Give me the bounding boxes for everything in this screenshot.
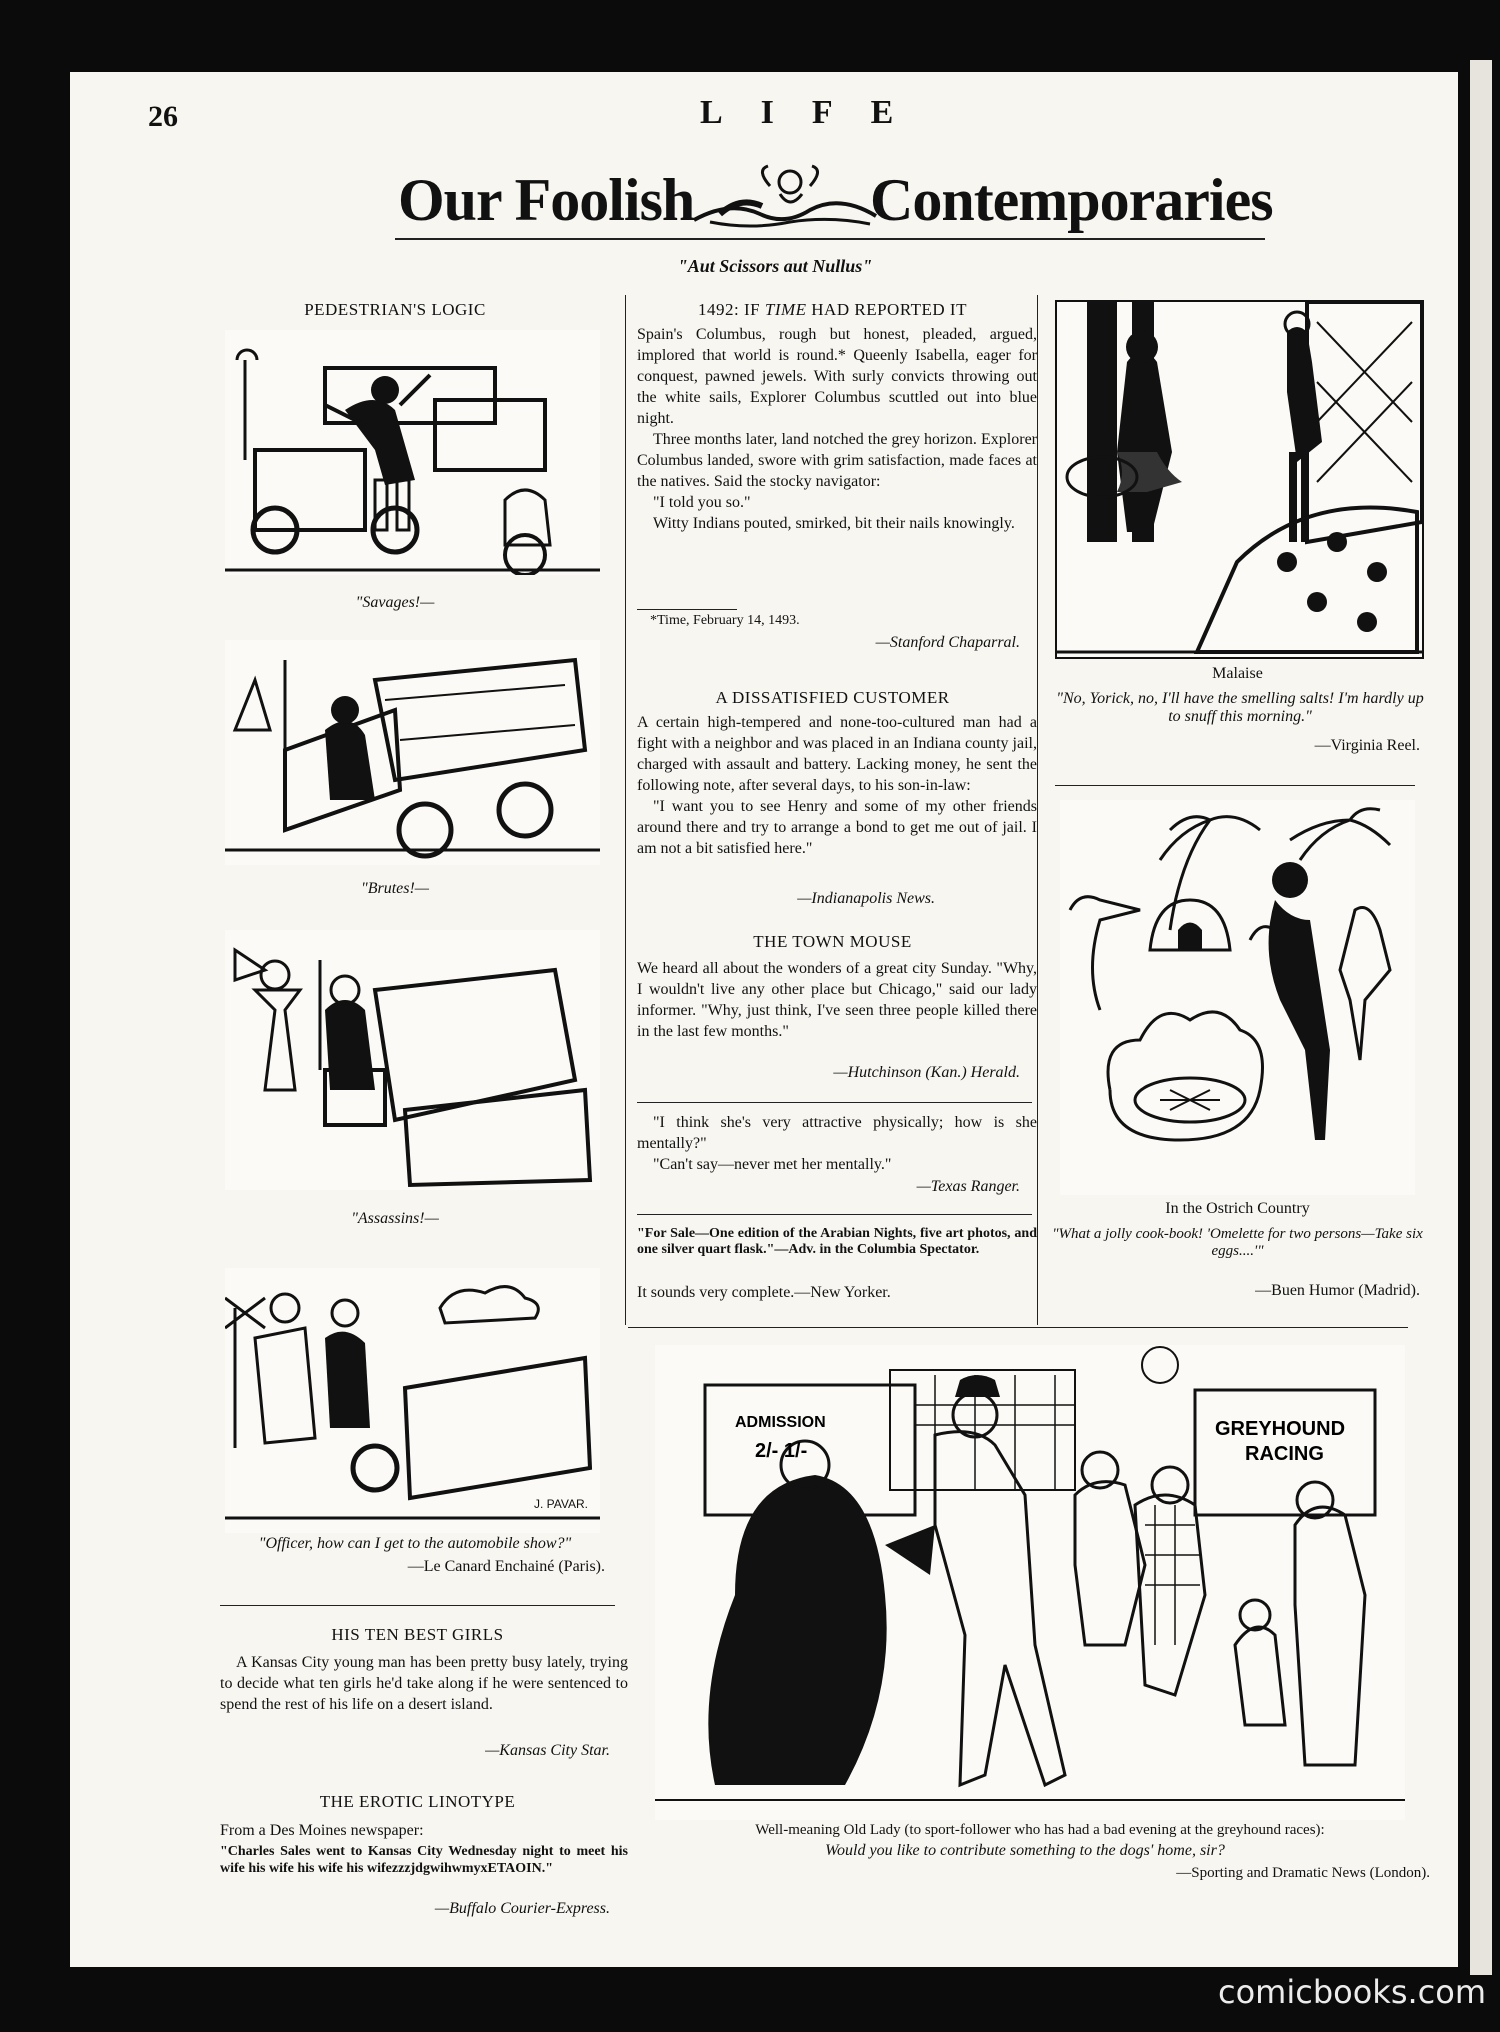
magazine-title: LIFE xyxy=(700,94,932,131)
middle-rule-2 xyxy=(637,1214,1032,1215)
erotic-title: THE EROTIC LINOTYPE xyxy=(319,1792,516,1811)
ten-best-body xyxy=(220,1652,628,1715)
motto: "Aut Scissors aut Nullus" xyxy=(677,256,873,276)
ostrich-cartoon xyxy=(1060,800,1415,1195)
footnote-rule xyxy=(637,609,737,610)
left-rule-1 xyxy=(220,1605,615,1606)
ten-best-paragraph: A Kansas City young man has been pretty busy lately, trying to decide what ten girls he'd take along if he were sentenced to spend the rest of his life on a desert island. xyxy=(220,1654,628,1713)
sign-racing: RACING xyxy=(1245,1443,1324,1465)
sign-admission: ADMISSION xyxy=(735,1414,826,1431)
masthead xyxy=(390,160,1273,240)
ten-best-credit: —Kansas City Star. xyxy=(485,1742,610,1759)
think-paragraph-2: "Can't say—never met her mentally." xyxy=(653,1156,892,1173)
sale-comment: It sounds very complete.—New Yorker. xyxy=(637,1284,891,1301)
customer-paragraph-2: "I want you to see Henry and some of my other friends around there and try to arrange a bond to get me out of jail. I am not a bit satisfied here." xyxy=(637,798,1037,857)
pedestrian-logic-title: PEDESTRIAN'S LOGIC xyxy=(304,300,486,319)
erotic-quote: "Charles Sales went to Kansas City Wednesday night to meet his wife his wife his wife his wifezzzjdgwihwmyxETAOIN." xyxy=(220,1844,628,1876)
mouse-paragraph: We heard all about the wonders of a great city Sunday. "Why, I wouldn't live any other place but Chicago," said our lady informer. "Why, just think, I've seen three people killed there in the last few months." xyxy=(637,960,1037,1040)
pedestrian-panel-1 xyxy=(225,330,600,575)
time-paragraph-3: "I told you so." xyxy=(653,494,751,511)
sign-greyhound: GREYHOUND xyxy=(1215,1418,1346,1440)
panel-2-caption: "Brutes!— xyxy=(360,880,430,897)
sale-quote: "For Sale—One edition of the Arabian Nights, five art photos, and one silver quart flask."—Adv. in the Columbia Spectator. xyxy=(637,1226,1037,1257)
greyhound-caption-quote: Would you like to contribute something to the dogs' home, sir? xyxy=(825,1842,1225,1859)
time-title-italic: TIME xyxy=(764,300,807,319)
customer-paragraph-1: A certain high-tempered and none-too-cultured man had a fight with a neighbor and was placed in an Indiana county jail, charged with assault and battery. Lacking money, he sent the following note, after several days, to his son-in-law: xyxy=(637,714,1037,794)
greyhound-caption-lead: Well-meaning Old Lady (to sport-follower who has had a bad evening at the greyhound races): xyxy=(755,1822,1325,1838)
think-credit: —Texas Ranger. xyxy=(916,1178,1020,1195)
panel-4-credit: —Le Canard Enchainé (Paris). xyxy=(407,1558,605,1575)
malaise-credit: —Virginia Reel. xyxy=(1314,737,1420,754)
customer-title: A DISSATISFIED CUSTOMER xyxy=(715,688,950,707)
cupid-emblem-icon xyxy=(690,160,880,232)
sign-price: 2/- 1/- xyxy=(755,1440,808,1462)
mouse-title: THE TOWN MOUSE xyxy=(753,932,912,951)
time-title-suffix: HAD REPORTED IT xyxy=(806,300,967,319)
time-title-prefix: 1492: IF xyxy=(698,300,765,319)
malaise-caption: "No, Yorick, no, I'll have the smelling salts! I'm hardly up to snuff this morning." xyxy=(1056,690,1424,725)
panel-1-caption: "Savages!— xyxy=(355,594,435,611)
mouse-article xyxy=(637,958,1037,1042)
time-credit: —Stanford Chaparral. xyxy=(875,634,1020,651)
bottom-cartoon-top-rule xyxy=(628,1327,1408,1328)
pedestrian-panel-2 xyxy=(225,640,600,865)
panel-4-caption: "Officer, how can I get to the automobile show?" xyxy=(258,1535,572,1552)
think-paragraph-1: "I think she's very attractive physically; how is she mentally?" xyxy=(637,1114,1037,1152)
masthead-right: Contemporaries xyxy=(870,167,1273,233)
pedestrian-panel-3 xyxy=(225,930,600,1190)
masthead-rule xyxy=(395,238,1265,240)
ostrich-credit: —Buen Humor (Madrid). xyxy=(1255,1282,1420,1299)
column-divider-right xyxy=(1037,295,1038,1325)
malaise-cartoon xyxy=(1055,300,1424,659)
think-article xyxy=(637,1112,1037,1175)
erotic-credit: —Buffalo Courier-Express. xyxy=(434,1900,610,1917)
time-paragraph-2: Three months later, land notched the grey horizon. Explorer Columbus landed, swore with grim satisfaction, made faces at the natives. Said the stocky navigator: xyxy=(637,431,1037,490)
mouse-credit: —Hutchinson (Kan.) Herald. xyxy=(833,1064,1020,1081)
time-article xyxy=(637,324,1037,534)
right-rule-1 xyxy=(1055,785,1415,786)
column-divider-left xyxy=(625,295,626,1325)
ostrich-caption: "What a jolly cook-book! 'Omelette for two persons—Take six eggs....'" xyxy=(1052,1226,1423,1259)
pedestrian-panel-4 xyxy=(225,1268,600,1533)
erotic-intro: From a Des Moines newspaper: xyxy=(220,1822,424,1839)
ostrich-title: In the Ostrich Country xyxy=(1165,1200,1310,1217)
panel-3-caption: "Assassins!— xyxy=(351,1210,439,1227)
malaise-title: Malaise xyxy=(1212,665,1263,682)
greyhound-cartoon xyxy=(655,1345,1405,1820)
middle-rule-1 xyxy=(637,1102,1032,1103)
watermark: comicbooks.com xyxy=(1218,1973,1487,2011)
customer-credit: —Indianapolis News. xyxy=(797,890,935,907)
time-paragraph-1: Spain's Columbus, rough but honest, pleaded, argued, implored that world is round.* Queenly Isabella, eager for conquest, pawned jewels. With surly convicts throwing out the white sails, Explorer Columbus scuttled out into blue night. xyxy=(637,326,1037,427)
greyhound-credit: —Sporting and Dramatic News (London). xyxy=(1176,1865,1430,1881)
panel-4-signature: J. PAVAR. xyxy=(533,1497,588,1511)
ten-best-title: HIS TEN BEST GIRLS xyxy=(331,1625,504,1644)
page-number: 26 xyxy=(148,100,178,133)
time-paragraph-4: Witty Indians pouted, smirked, bit their nails knowingly. xyxy=(653,515,1015,532)
time-footnote: *Time, February 14, 1493. xyxy=(650,613,800,628)
masthead-left: Our Foolish xyxy=(398,167,695,233)
time-title xyxy=(640,300,1025,320)
customer-article xyxy=(637,712,1037,859)
next-page-edge xyxy=(1470,60,1492,1975)
